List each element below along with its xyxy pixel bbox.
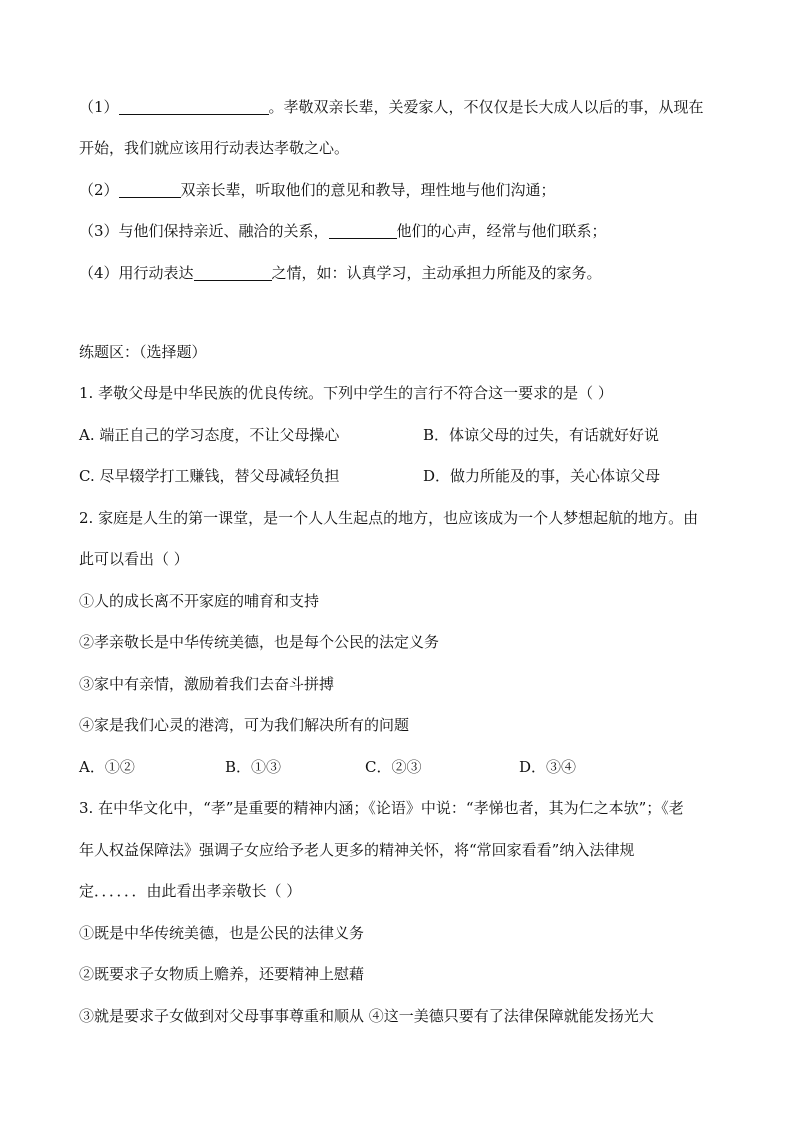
option-c[interactable]: C. 尽早辍学打工赚钱，替父母减轻负担 [79,467,340,485]
fill-q1-line1 [79,97,744,117]
fill-q2-label: （2） [79,181,119,199]
fill-q1-text: 。孝敬双亲长辈，关爱家人，不仅仅是长大成人以后的事，从现在 [268,98,704,116]
fill-q1-label: （1） [79,98,119,116]
question-2-stem-line2: 此可以看出（ ） [79,550,189,568]
option-d[interactable]: D．做力所能及的事，关心体谅父母 [423,467,661,485]
question-3-item-3: ③就是要求子女做到对父母事事尊重和顺从 ④这一美德只要有了法律保障就能发扬光大 [79,1007,654,1025]
question-3-stem-line1: 3. 在中华文化中，“孝”是重要的精神内涵；《论语》中说：“孝悌也者，其为仁之本欤”；《老 [79,799,684,817]
answer-blank[interactable] [119,181,181,198]
fill-q3-text-after: 他们的心声，经常与他们联系； [396,222,607,240]
option-a[interactable]: A．①② [79,758,135,776]
section-title: 练题区：（选择题） [79,343,207,361]
option-a[interactable]: A. 端正自己的学习态度，不让父母操心 [79,426,340,444]
question-2-item-4: ④家是我们心灵的港湾，可为我们解决所有的问题 [79,716,410,734]
question-2-item-3: ③家中有亲情，激励着我们去奋斗拼搏 [79,675,335,693]
fill-q3-text-before: （3）与他们保持亲近、融洽的关系， [79,222,329,240]
question-3-stem-line2: 年人权益保障法》强调子女应给予老人更多的精神关怀，将“常回家看看”纳入法律规 [79,841,635,859]
question-3-item-1: ①既是中华传统美德，也是公民的法律义务 [79,924,365,942]
fill-q4-text-before: （4）用行动表达 [79,264,194,282]
question-2-stem-line1: 2. 家庭是人生的第一课堂，是一个人人生起点的地方，也应该成为一个人梦想起航的地方。由 [79,509,699,527]
answer-blank[interactable] [194,264,272,281]
question-2-item-1: ①人的成长离不开家庭的哺育和支持 [79,592,320,610]
option-b[interactable]: B．体谅父母的过失，有话就好好说 [423,426,660,444]
fill-q4-line [79,263,744,283]
answer-blank[interactable] [119,98,269,115]
option-d[interactable]: D．③④ [519,758,577,776]
fill-q3-line [79,221,744,241]
fill-q4-text-after: 之情，如：认真学习，主动承担力所能及的家务。 [271,264,602,282]
fill-q1-line2 [79,138,744,158]
option-b[interactable]: B．①③ [225,758,282,776]
fill-q2-line [79,180,744,200]
question-1-stem: 1. 孝敬父母是中华民族的优良传统。下列中学生的言行不符合这一要求的是（ ） [79,384,613,402]
fill-q2-text: 双亲长辈，听取他们的意见和教导，理性地与他们沟通； [180,181,556,199]
fill-q1-continuation: 开始，我们就应该用行动表达孝敬之心。 [79,139,350,157]
question-2-item-2: ②孝亲敬长是中华传统美德，也是每个公民的法定义务 [79,633,440,651]
option-c[interactable]: C．②③ [365,758,422,776]
answer-blank[interactable] [329,222,397,239]
question-3-stem-line3: 定．．．．．．由此看出孝亲敬长（ ） [79,882,302,900]
question-3-item-2: ②既要求子女物质上赡养，还要精神上慰藉 [79,965,365,983]
